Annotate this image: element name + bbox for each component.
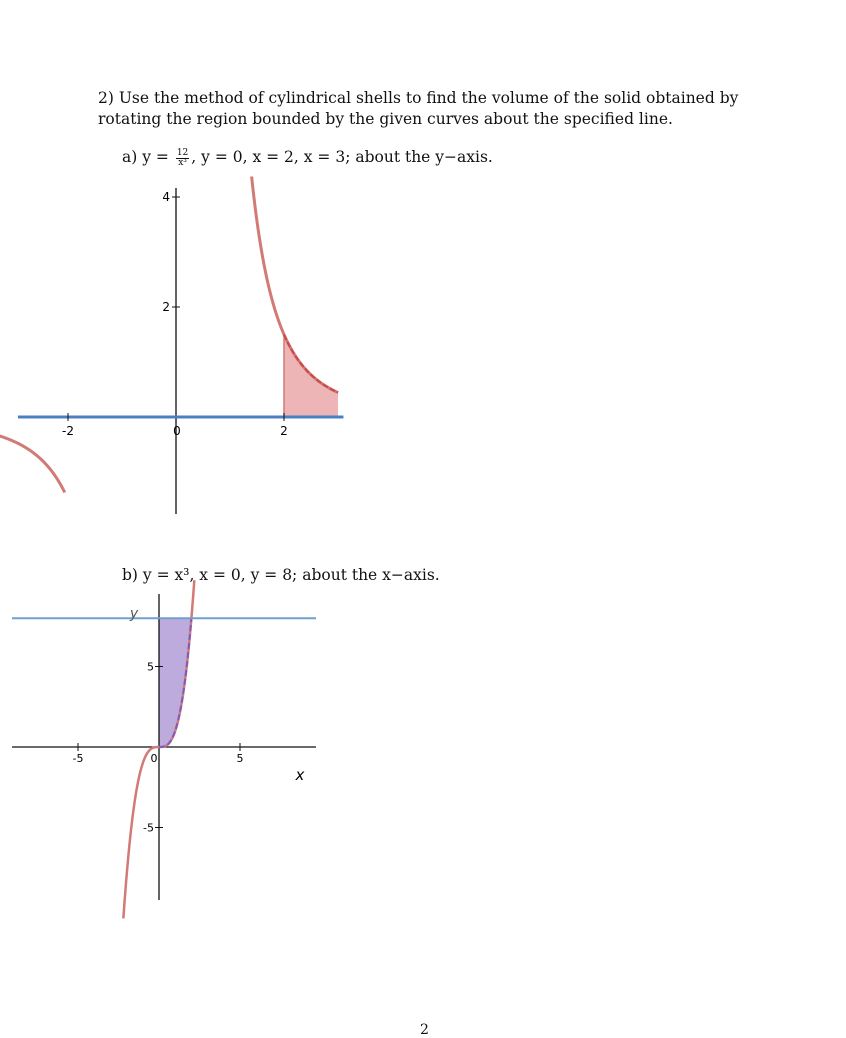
x-tick-label: 5 [236,752,244,765]
page-number: 2 [420,1022,429,1038]
part-a-suffix: , y = 0, x = 2, x = 3; about the y−axis. [191,148,493,166]
fraction-denominator: x³ [178,157,187,168]
fraction [176,149,189,168]
part-b-label: b) y = x³, x = 0, y = 8; about the x−axis. [122,566,440,584]
y-axis-label: y [129,606,139,622]
y-tick-label: 5 [147,660,154,674]
y-tick-label: -5 [143,821,154,835]
part-a-prefix: a) y = [122,148,174,166]
x-tick-label: -5 [72,752,84,765]
curve-left-branch [0,435,65,492]
x-tick-label: 2 [280,424,288,438]
x-tick-label: -2 [62,424,74,438]
origin-label: 0 [150,752,158,765]
part-a-label [122,147,493,168]
graph-b [0,590,846,910]
origin-label: 0 [173,424,181,438]
y-tick-label: 4 [162,190,170,204]
graph-a [0,180,846,520]
x-axis-label: x [295,766,305,784]
problem-statement: 2) Use the method of cylindrical shells to find the volume of the solid obtained by rotating the region bounded by the given curves about the specified line. [98,89,739,128]
fraction-numerator: 12 [176,147,189,158]
y-tick-label: 2 [162,300,170,314]
